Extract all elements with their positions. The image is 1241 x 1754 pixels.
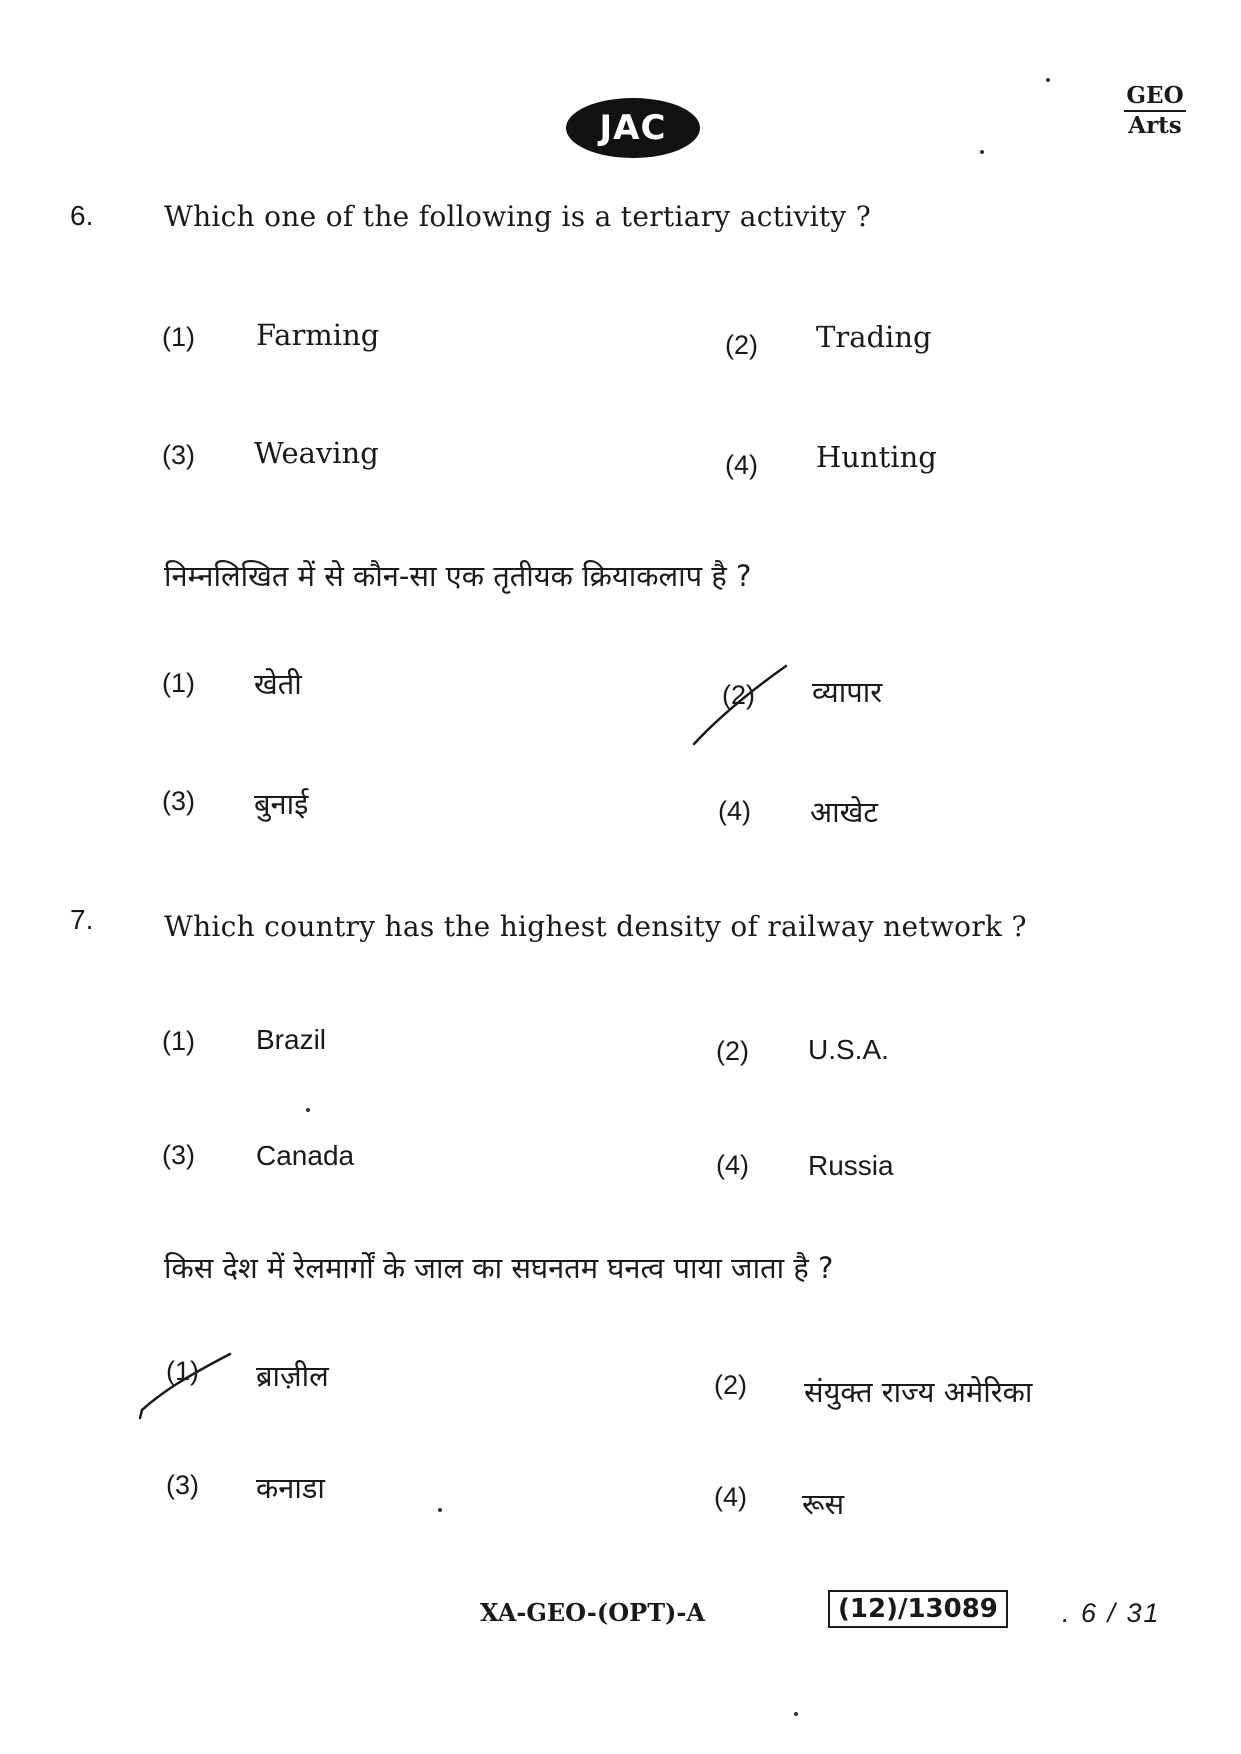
q7-hi-option-1-text: ब्राज़ील bbox=[256, 1359, 329, 1393]
q6-en-option-3-text: Weaving bbox=[254, 436, 379, 470]
q6-en-option-4-number: (4) bbox=[725, 450, 758, 480]
question-7-text-english: Which country has the highest density of railway network ? bbox=[164, 910, 1027, 943]
q6-en-option-1-text: Farming bbox=[256, 318, 380, 352]
q7-hi-option-1-number: (1) bbox=[166, 1356, 199, 1386]
q6-en-option-2-number: (2) bbox=[725, 330, 758, 360]
answer-tick-mark-icon bbox=[136, 1340, 236, 1430]
answer-tick-mark-icon bbox=[690, 660, 790, 750]
scan-speck bbox=[306, 1108, 310, 1112]
q6-hi-option-2-number: (2) bbox=[722, 680, 755, 710]
q6-hi-option-4-text: आखेट bbox=[810, 795, 878, 829]
question-6-text-hindi: निम्नलिखित में से कौन-सा एक तृतीयक क्रियाकलाप है ? bbox=[164, 559, 752, 593]
q7-en-option-2-number: (2) bbox=[716, 1036, 749, 1066]
question-6-number: 6. bbox=[70, 200, 94, 231]
scan-speck bbox=[1046, 78, 1050, 82]
scan-speck bbox=[438, 1508, 442, 1512]
q7-en-option-3-number: (3) bbox=[162, 1140, 195, 1170]
subject-tag bbox=[1124, 82, 1186, 140]
q6-en-option-3-number: (3) bbox=[162, 440, 195, 470]
q6-en-option-4-text: Hunting bbox=[816, 440, 937, 474]
q6-hi-option-2-text: व्यापार bbox=[812, 675, 883, 709]
scan-speck bbox=[794, 1712, 798, 1716]
booklet-code-box: (12)/13089 bbox=[828, 1590, 1008, 1628]
q6-hi-option-1-text: खेती bbox=[254, 667, 302, 701]
scan-speck bbox=[980, 150, 984, 154]
jac-logo-badge bbox=[566, 98, 700, 158]
q7-hi-option-4-text: रूस bbox=[802, 1487, 845, 1521]
q7-en-option-1-number: (1) bbox=[162, 1026, 195, 1056]
q7-hi-option-2-number: (2) bbox=[714, 1370, 747, 1400]
question-7-text-hindi: किस देश में रेलमार्गों के जाल का सघनतम घनत्व पाया जाता है ? bbox=[164, 1251, 834, 1285]
q7-hi-option-3-number: (3) bbox=[166, 1470, 199, 1500]
q7-hi-option-2-text: संयुक्त राज्य अमेरिका bbox=[804, 1375, 1033, 1409]
subject-tag-line2: Arts bbox=[1128, 112, 1182, 139]
q7-en-option-3-text: Canada bbox=[256, 1140, 355, 1171]
q6-en-option-2-text: Trading bbox=[816, 320, 932, 354]
q7-en-option-4-text: Russia bbox=[808, 1150, 894, 1181]
q6-hi-option-3-number: (3) bbox=[162, 786, 195, 816]
jac-logo-text: JAC bbox=[599, 108, 667, 148]
q6-hi-option-3-text: बुनाई bbox=[254, 787, 309, 821]
page-number: . 6 / 31 bbox=[1062, 1598, 1161, 1628]
q7-en-option-1-text: Brazil bbox=[256, 1024, 327, 1055]
q6-en-option-1-number: (1) bbox=[162, 322, 195, 352]
q6-hi-option-1-number: (1) bbox=[162, 668, 195, 698]
question-7-number: 7. bbox=[70, 904, 94, 935]
q7-hi-option-4-number: (4) bbox=[714, 1482, 747, 1512]
q7-en-option-4-number: (4) bbox=[716, 1150, 749, 1180]
question-6-text-english: Which one of the following is a tertiary activity ? bbox=[164, 200, 872, 233]
q7-en-option-2-text: U.S.A. bbox=[808, 1034, 889, 1065]
q7-hi-option-3-text: कनाडा bbox=[256, 1471, 325, 1505]
subject-tag-line1: GEO bbox=[1124, 82, 1186, 112]
paper-code: XA-GEO-(OPT)-A bbox=[480, 1598, 705, 1627]
q6-hi-option-4-number: (4) bbox=[718, 796, 751, 826]
